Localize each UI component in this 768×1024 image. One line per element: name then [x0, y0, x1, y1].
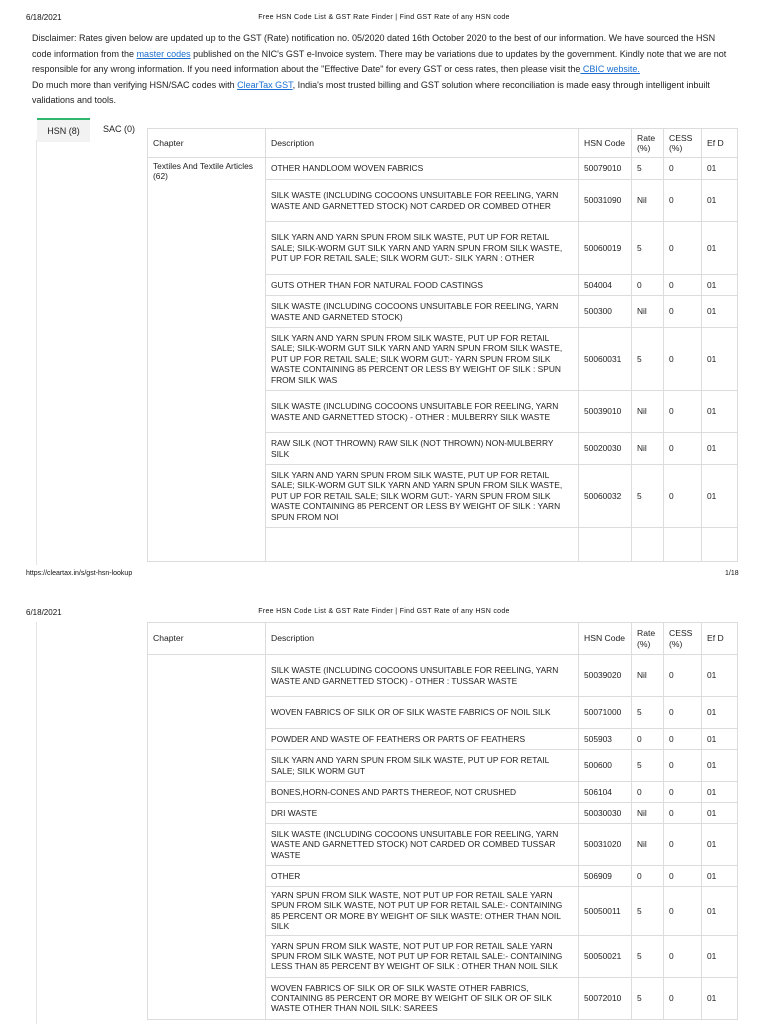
hsn-code-cell: 500600	[579, 750, 632, 782]
col-effective-date: Ef D	[702, 623, 738, 655]
effective-date-cell: 01	[702, 887, 738, 936]
cess-cell: 0	[664, 866, 702, 887]
description-cell: BONES,HORN-CONES AND PARTS THEREOF, NOT CRUSHED	[266, 782, 579, 803]
cess-cell: 0	[664, 697, 702, 729]
empty-cell	[664, 528, 702, 562]
description-cell: YARN SPUN FROM SILK WASTE, NOT PUT UP FOR RETAIL SALE YARN SPUN FROM SILK WASTE, NOT PUT UP FOR RETAIL SALE:- CONTAINING 85 PERCENT OR MORE BY WEIGHT OF SILK WASTE: OTHER THAN NOIL SILK	[266, 887, 579, 936]
table-header-row	[148, 129, 738, 158]
rate-cell: Nil	[632, 296, 664, 328]
table-row	[148, 158, 738, 180]
col-hsn-code: HSN Code	[579, 623, 632, 655]
description-cell: DRI WASTE	[266, 803, 579, 824]
empty-cell	[632, 528, 664, 562]
hsn-code-cell: 50050021	[579, 935, 632, 977]
rate-cell: 5	[632, 328, 664, 391]
hsn-code-cell: 50060032	[579, 465, 632, 528]
rate-cell: 5	[632, 887, 664, 936]
description-cell: SILK WASTE (INCLUDING COCOONS UNSUITABLE FOR REELING, YARN WASTE AND GARNETTED STOCK) - OTHER : TUSSAR WASTE	[266, 655, 579, 697]
hsn-code-cell: 50071000	[579, 697, 632, 729]
rate-cell: Nil	[632, 655, 664, 697]
description-cell: SILK YARN AND YARN SPUN FROM SILK WASTE, PUT UP FOR RETAIL SALE; SILK-WORM GUT SILK YARN AND YARN SPUN FROM SILK WASTE, PUT UP FOR RETAIL SALE; SILK WORM GUT:- SILK YARN : OTHER	[266, 222, 579, 275]
effective-date-cell: 01	[702, 729, 738, 750]
cbic-website-link[interactable]: CBIC website.	[580, 64, 640, 74]
print-date: 6/18/2021	[26, 608, 62, 617]
effective-date-cell: 01	[702, 824, 738, 866]
hsn-code-cell: 50020030	[579, 433, 632, 465]
hsn-code-cell: 50031090	[579, 180, 632, 222]
cess-cell: 0	[664, 180, 702, 222]
tab-panel-border	[36, 140, 37, 565]
cess-cell: 0	[664, 803, 702, 824]
empty-cell	[266, 528, 579, 562]
rate-cell: 0	[632, 782, 664, 803]
rate-cell: 5	[632, 697, 664, 729]
effective-date-cell: 01	[702, 275, 738, 296]
table-row	[148, 655, 738, 697]
results-table-page2-wrapper	[147, 622, 724, 1024]
col-effective-date: Ef D	[702, 129, 738, 158]
print-page-number: 1/18	[725, 570, 739, 577]
rate-cell: 5	[632, 750, 664, 782]
hsn-code-cell: 50072010	[579, 977, 632, 1019]
hsn-code-cell: 50060019	[579, 222, 632, 275]
effective-date-cell: 01	[702, 391, 738, 433]
description-cell: SILK YARN AND YARN SPUN FROM SILK WASTE, PUT UP FOR RETAIL SALE; SILK-WORM GUT SILK YARN AND YARN SPUN FROM SILK WASTE, PUT UP FOR RETAIL SALE; SILK WORM GUT:- YARN SPUN FROM SILK WASTE CONTAINING 85 PERCENT OR LESS BY WEIGHT OF SILK : YARN SPUN FROM NOI	[266, 465, 579, 528]
description-cell: OTHER HANDLOOM WOVEN FABRICS	[266, 158, 579, 180]
promo-text: Do much more than verifying HSN/SAC codes with	[32, 79, 238, 90]
cess-cell: 0	[664, 433, 702, 465]
col-chapter: Chapter	[148, 129, 266, 158]
hsn-code-cell: 500300	[579, 296, 632, 328]
results-table-page1-wrapper	[147, 128, 724, 568]
rate-cell: 0	[632, 866, 664, 887]
col-rate: Rate (%)	[632, 129, 664, 158]
col-chapter: Chapter	[148, 623, 266, 655]
description-cell: SILK WASTE (INCLUDING COCOONS UNSUITABLE FOR REELING, YARN WASTE AND GARNETTED STOCK) NOT CARDED OR COMBED OTHER	[266, 180, 579, 222]
rate-cell: 5	[632, 935, 664, 977]
effective-date-cell: 01	[702, 180, 738, 222]
hsn-code-cell: 50030030	[579, 803, 632, 824]
hsn-code-cell: 506909	[579, 866, 632, 887]
col-cess: CESS (%)	[664, 623, 702, 655]
cess-cell: 0	[664, 750, 702, 782]
cleartax-gst-link[interactable]: ClearTax GST	[237, 79, 293, 90]
effective-date-cell: 01	[702, 782, 738, 803]
cess-cell: 0	[664, 655, 702, 697]
col-description: Description	[266, 623, 579, 655]
effective-date-cell: 01	[702, 158, 738, 180]
rate-cell: Nil	[632, 180, 664, 222]
col-description: Description	[266, 129, 579, 158]
effective-date-cell: 01	[702, 697, 738, 729]
hsn-code-cell: 50060031	[579, 328, 632, 391]
col-rate: Rate (%)	[632, 623, 664, 655]
table-header-row	[148, 623, 738, 655]
rate-cell: 5	[632, 222, 664, 275]
description-cell: WOVEN FABRICS OF SILK OR OF SILK WASTE OTHER FABRICS, CONTAINING 85 PERCENT OR MORE BY WEIGHT OF SILK OR OF SILK WASTE OTHER THAN NOIL SILK: SAREES	[266, 977, 579, 1019]
description-cell: POWDER AND WASTE OF FEATHERS OR PARTS OF FEATHERS	[266, 729, 579, 750]
cess-cell: 0	[664, 222, 702, 275]
description-cell: SILK YARN AND YARN SPUN FROM SILK WASTE, PUT UP FOR RETAIL SALE; SILK-WORM GUT SILK YARN AND YARN SPUN FROM SILK WASTE, PUT UP FOR RETAIL SALE; SILK WORM GUT:- YARN SPUN FROM SILK WASTE CONTAINING 85 PERCENT OR LESS BY WEIGHT OF SILK : SPUN FROM SILK WAS	[266, 328, 579, 391]
description-cell: SILK YARN AND YARN SPUN FROM SILK WASTE, PUT UP FOR RETAIL SALE; SILK WORM GUT	[266, 750, 579, 782]
rate-cell: Nil	[632, 391, 664, 433]
hsn-code-cell: 505903	[579, 729, 632, 750]
cess-cell: 0	[664, 275, 702, 296]
print-date: 6/18/2021	[26, 13, 62, 22]
results-table	[147, 128, 738, 562]
chapter-cell: Textiles And Textile Articles (62)	[148, 158, 266, 562]
rate-cell: 5	[632, 158, 664, 180]
print-page-title: Free HSN Code List & GST Rate Finder | Find GST Rate of any HSN code	[258, 608, 510, 615]
tab-sac[interactable]: SAC (0)	[102, 124, 135, 134]
effective-date-cell: 01	[702, 803, 738, 824]
description-cell: SILK WASTE (INCLUDING COCOONS UNSUITABLE FOR REELING, YARN WASTE AND GARNETTED STOCK) NOT CARDED OR COMBED TUSSAR WASTE	[266, 824, 579, 866]
cess-cell: 0	[664, 328, 702, 391]
effective-date-cell: 01	[702, 866, 738, 887]
rate-cell: 5	[632, 465, 664, 528]
cess-cell: 0	[664, 887, 702, 936]
master-codes-link[interactable]: master codes	[136, 48, 191, 59]
effective-date-cell: 01	[702, 296, 738, 328]
tab-hsn[interactable]: HSN (8)	[37, 118, 90, 142]
rate-cell: Nil	[632, 824, 664, 866]
hsn-code-cell: 50050011	[579, 887, 632, 936]
description-cell: GUTS OTHER THAN FOR NATURAL FOOD CASTINGS	[266, 275, 579, 296]
promo-text: , India's most trusted billing and GST solution where reconciliation is made easy through intelligent inbuilt validations and tools.	[32, 79, 710, 105]
col-cess: CESS (%)	[664, 129, 702, 158]
cess-cell: 0	[664, 935, 702, 977]
description-cell: SILK WASTE (INCLUDING COCOONS UNSUITABLE FOR REELING, YARN WASTE AND GARNETED STOCK)	[266, 296, 579, 328]
empty-cell	[702, 528, 738, 562]
effective-date-cell: 01	[702, 465, 738, 528]
cess-cell: 0	[664, 391, 702, 433]
cess-cell: 0	[664, 729, 702, 750]
hsn-code-cell: 50039010	[579, 391, 632, 433]
cess-cell: 0	[664, 296, 702, 328]
print-url: https://cleartax.in/s/gst-hsn-lookup	[26, 570, 133, 577]
rate-cell: 0	[632, 275, 664, 296]
chapter-cell	[148, 655, 266, 1020]
rate-cell: Nil	[632, 433, 664, 465]
cess-cell: 0	[664, 782, 702, 803]
rate-cell: Nil	[632, 803, 664, 824]
effective-date-cell: 01	[702, 935, 738, 977]
disclaimer-text: published on the NIC's GST e-Invoice system. There may be variations due to updates by the government. Kindly note that we are not responsible for any wrong information. If you need information about the "Effective Date" for every GST or cess rates, then please visit the	[32, 48, 727, 74]
tab-panel-border	[36, 622, 37, 1024]
hsn-code-cell: 506104	[579, 782, 632, 803]
empty-cell	[579, 528, 632, 562]
disclaimer-text: Disclaimer: Rates given below are updated up to the GST (Rate) notification no. 05/2020 dated 16th October 2020 to the best of our information. We have sourced the HSN code information from the	[32, 33, 716, 59]
description-cell: OTHER	[266, 866, 579, 887]
hsn-code-cell: 50079010	[579, 158, 632, 180]
effective-date-cell: 01	[702, 655, 738, 697]
col-hsn-code: HSN Code	[579, 129, 632, 158]
effective-date-cell: 01	[702, 433, 738, 465]
cess-cell: 0	[664, 158, 702, 180]
cess-cell: 0	[664, 465, 702, 528]
hsn-code-cell: 50031020	[579, 824, 632, 866]
effective-date-cell: 01	[702, 222, 738, 275]
description-cell: SILK WASTE (INCLUDING COCOONS UNSUITABLE FOR REELING, YARN WASTE AND GARNETTED STOCK) - OTHER : MULBERRY SILK WASTE	[266, 391, 579, 433]
rate-cell: 5	[632, 977, 664, 1019]
cess-cell: 0	[664, 977, 702, 1019]
description-cell: WOVEN FABRICS OF SILK OR OF SILK WASTE FABRICS OF NOIL SILK	[266, 697, 579, 729]
effective-date-cell: 01	[702, 977, 738, 1019]
description-cell: RAW SILK (NOT THROWN) RAW SILK (NOT THROWN) NON-MULBERRY SILK	[266, 433, 579, 465]
results-table	[147, 622, 738, 1020]
print-page-title: Free HSN Code List & GST Rate Finder | Find GST Rate of any HSN code	[258, 14, 510, 21]
disclaimer	[32, 31, 732, 109]
rate-cell: 0	[632, 729, 664, 750]
effective-date-cell: 01	[702, 328, 738, 391]
effective-date-cell: 01	[702, 750, 738, 782]
hsn-code-cell: 504004	[579, 275, 632, 296]
cess-cell: 0	[664, 824, 702, 866]
description-cell: YARN SPUN FROM SILK WASTE, NOT PUT UP FOR RETAIL SALE YARN SPUN FROM SILK WASTE, NOT PUT UP FOR RETAIL SALE:- CONTAINING LESS THAN 85 PERCENT BY WEIGHT OF SILK : OTHER THAN NOIL SILK	[266, 935, 579, 977]
hsn-code-cell: 50039020	[579, 655, 632, 697]
